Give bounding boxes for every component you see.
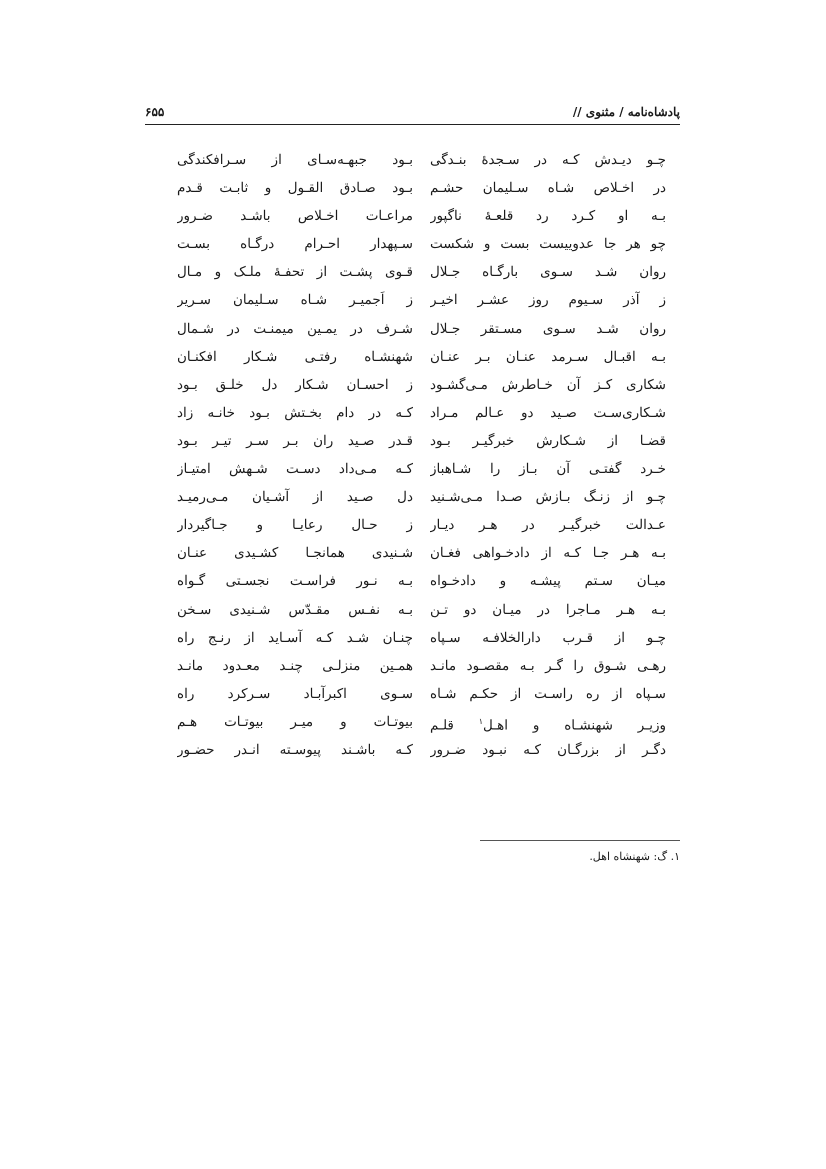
hemistich: بـه نفـس مقـدّس شـنیدی سـخن <box>177 601 413 618</box>
hemistich: چـو از قـرب دارالخلافـه سـپاه <box>430 629 666 646</box>
hemistich: مراعـات اخـلاص باشـد ضـرور <box>177 208 413 225</box>
running-title: پادشاه‌نامه / مثنوی // <box>572 105 680 119</box>
hemistich: عـدالت خبرگیـر در هـر دیـار <box>430 517 666 534</box>
hemistich: قضـا از شـکارش خبرگیـر بـود <box>430 432 666 449</box>
hemistich: بـه هـر مـاجرا در میـان دو تـن <box>430 601 666 618</box>
hemistich: چـو دیـدش کـه در سـجدهٔ بنـدگی <box>430 152 666 168</box>
hemistich: ز احسـان شـکار دل خلـق بـود <box>177 376 413 393</box>
hemistich: شـرف در یمـین میمنـت در شـمال <box>177 320 413 337</box>
hemistich: دگـر از بزرگـان کـه نبـود ضـرور <box>430 741 666 758</box>
hemistich: همـین منزلـی چنـد معـدود مانـد <box>177 657 413 674</box>
hemistich: دل صـید از آشـیان مـی‌رمیـد <box>177 489 413 506</box>
hemistich: در اخـلاص شـاه سـلیمان حشـم <box>430 180 666 197</box>
hemistich: بـه اقبـال سـرمد عنـان بـر عنـان <box>430 348 666 365</box>
hemistich: بـه نـور فراسـت نجسـتی گـواه <box>177 573 413 590</box>
hemistich: روان شـد سـوی بارگـاه جـلال <box>430 264 666 281</box>
hemistich: کـه باشـند پیوسـته انـدر حضـور <box>177 741 413 758</box>
hemistich: ز حـال رعایـا و جـاگیردار <box>177 517 413 534</box>
hemistich: شـنیدی همانجـا کشـیدی عنـان <box>177 545 413 562</box>
hemistich: ز آذر سـیوم روز عشـر اخیـر <box>430 292 666 309</box>
header-rule <box>145 124 680 125</box>
hemistich: سـوی اکبرآبـاد سـرکرد راه <box>177 685 413 702</box>
hemistich: کـه در دام بخـتش بـود خانـه زاد <box>177 404 413 421</box>
hemistich: بـود صـادق القـول و ثابـت قـدم <box>177 180 413 197</box>
footnote: ۱. گ: شهنشاه اهل. <box>589 850 680 863</box>
hemistich: چنـان شـد کـه آسـاید از رنـج راه <box>177 629 413 646</box>
hemistich: بـه هـر جـا کـه از دادخـواهی فغـان <box>430 545 666 562</box>
hemistich: قـوی پشـت از تحفـهٔ ملـک و مـال <box>177 264 413 281</box>
hemistich: قـدر صـید ران بـر سـر تیـر بـود <box>177 432 413 449</box>
hemistich: خـرد گفتـی آن بـاز را شـاهباز <box>430 461 666 478</box>
left-column-hemistichs <box>177 146 413 764</box>
running-header <box>145 100 680 124</box>
hemistich-with-footnote <box>430 708 666 736</box>
hemistich: چـو از زنـگ بـازش صـدا مـی‌شـنید <box>430 489 666 506</box>
hemistich: سـپاه از ره راسـت از حکـم شـاه <box>430 685 666 702</box>
hemistich: شـکاری‌سـت صـید دو عـالم مـراد <box>430 404 666 421</box>
hemistich: شهنشـاه رفتـی شـکار افکنـان <box>177 348 413 365</box>
hemistich: چو هر جا عدوییست بست و شکست <box>430 236 666 253</box>
hemistich: سـپهدار احـرام درگـاه بسـت <box>177 236 413 253</box>
hemistich-tail: قلـم <box>430 717 454 734</box>
hemistich: ز اَجمیـر شـاه سـلیمان سـریر <box>177 292 413 309</box>
hemistich: کـه مـی‌داد دسـت شـهش امتیـاز <box>177 461 413 478</box>
hemistich: میـان سـتم پیشـه و دادخـواه <box>430 573 666 590</box>
hemistich: روان شـد سـوی مسـتقر جـلال <box>430 320 666 337</box>
page-number: ۶۵۵ <box>145 105 165 119</box>
hemistich-text: وزیـر شهنشـاه و اهـل <box>483 717 666 734</box>
footnote-marker[interactable]: ۱ <box>478 716 483 726</box>
footnote-separator <box>480 840 680 841</box>
hemistich: بیوتـات و میـر بیوتـات هـم <box>177 713 413 730</box>
hemistich: بـود جبهـه‌سـای از سـرافکندگی <box>177 152 413 168</box>
right-column-hemistichs <box>430 146 666 764</box>
hemistich: رهـی شـوق را گـر بـه مقصـود مانـد <box>430 657 666 674</box>
hemistich: بـه او کـرد رد قلعـهٔ ناگپور <box>430 208 666 225</box>
hemistich: شکاری کـز آن خـاطرش مـی‌گشـود <box>430 376 666 393</box>
